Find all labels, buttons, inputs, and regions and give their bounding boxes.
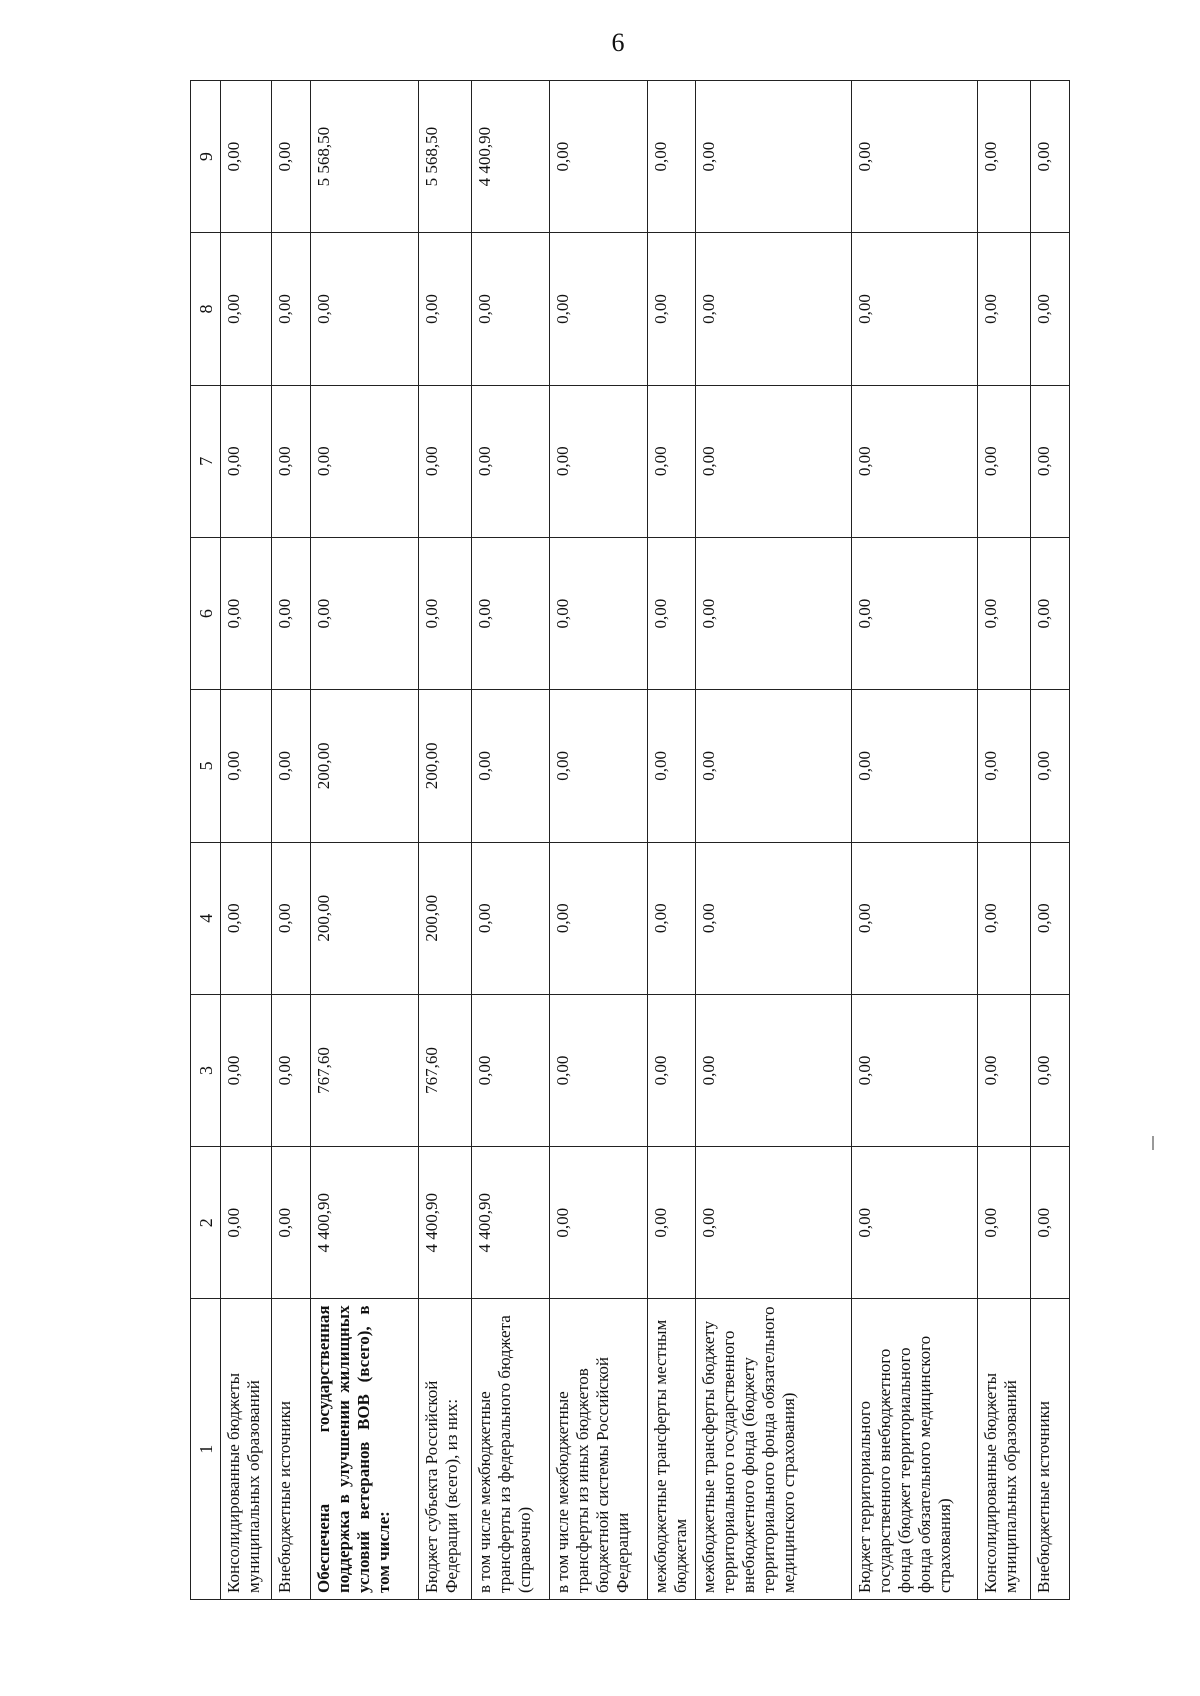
column-header: 3: [191, 994, 221, 1146]
cell-value: 0,00: [221, 690, 272, 842]
table-row: [647, 81, 696, 1600]
cell-value: 0,00: [1031, 537, 1070, 689]
table-body: [221, 81, 1070, 1600]
cell-value: 0,00: [549, 994, 647, 1146]
cell-value: 0,00: [696, 385, 851, 537]
cell-value: 0,00: [978, 385, 1031, 537]
cell-value: 4 400,90: [418, 1147, 471, 1299]
cell-value: 0,00: [696, 842, 851, 994]
row-label: Внебюджетные источники: [1031, 1299, 1070, 1600]
cell-value: 0,00: [221, 81, 272, 233]
column-header: 9: [191, 81, 221, 233]
cell-value: 0,00: [851, 690, 978, 842]
cell-value: 0,00: [272, 233, 311, 385]
cell-value: 0,00: [472, 690, 550, 842]
row-label: Бюджет территориального государственного внебюджетного фонда (бюджет территориального фонда обязательного медицинского страхования): [851, 1299, 978, 1600]
cell-value: 0,00: [851, 233, 978, 385]
cell-value: 0,00: [696, 537, 851, 689]
cell-value: 767,60: [418, 994, 471, 1146]
cell-value: 0,00: [647, 81, 696, 233]
cell-value: 5 568,50: [418, 81, 471, 233]
cell-value: 0,00: [851, 537, 978, 689]
cell-value: 0,00: [1031, 233, 1070, 385]
table-row: [549, 81, 647, 1600]
column-header: 4: [191, 842, 221, 994]
cell-value: 0,00: [549, 690, 647, 842]
cell-value: 0,00: [221, 233, 272, 385]
row-label: в том числе межбюджетные трансферты из иных бюджетов бюджетной системы Российской Федерации: [549, 1299, 647, 1600]
rotated-table-container: [190, 80, 1070, 1600]
cell-value: 200,00: [418, 842, 471, 994]
cell-value: 0,00: [221, 842, 272, 994]
cell-value: 0,00: [549, 842, 647, 994]
cell-value: 4 400,90: [472, 1147, 550, 1299]
cell-value: 0,00: [221, 1147, 272, 1299]
column-header: 6: [191, 537, 221, 689]
cell-value: 0,00: [1031, 994, 1070, 1146]
cell-value: 0,00: [978, 690, 1031, 842]
row-label: в том числе межбюджетные трансферты из федерального бюджета (справочно): [472, 1299, 550, 1600]
budget-table: [190, 80, 1070, 1600]
cell-value: 200,00: [310, 690, 418, 842]
cell-value: 4 400,90: [472, 81, 550, 233]
cell-value: 0,00: [978, 233, 1031, 385]
cell-value: 0,00: [549, 537, 647, 689]
cell-value: 0,00: [472, 385, 550, 537]
table-row: [696, 81, 851, 1600]
cell-value: 0,00: [549, 81, 647, 233]
cell-value: 0,00: [272, 842, 311, 994]
cell-value: 0,00: [978, 537, 1031, 689]
cell-value: 0,00: [1031, 1147, 1070, 1299]
row-label: Обеспечена государственная поддержка в улучшении жилищных условий ветеранов ВОВ (всего), в том числе:: [310, 1299, 418, 1600]
column-header: 5: [191, 690, 221, 842]
cell-value: 0,00: [851, 842, 978, 994]
cell-value: 0,00: [978, 994, 1031, 1146]
cell-value: 0,00: [851, 1147, 978, 1299]
cell-value: 0,00: [221, 994, 272, 1146]
row-label: Консолидированные бюджеты муниципальных образований: [221, 1299, 272, 1600]
cell-value: 0,00: [549, 385, 647, 537]
table-row: [418, 81, 471, 1600]
cell-value: 0,00: [647, 690, 696, 842]
cell-value: 0,00: [310, 385, 418, 537]
cell-value: 0,00: [418, 537, 471, 689]
cell-value: 0,00: [272, 1147, 311, 1299]
cell-value: 0,00: [472, 233, 550, 385]
table-row: [272, 81, 311, 1600]
table-row: [851, 81, 978, 1600]
cell-value: 0,00: [549, 233, 647, 385]
column-header: 1: [191, 1299, 221, 1600]
cell-value: 0,00: [647, 233, 696, 385]
row-label: межбюджетные трансферты местным бюджетам: [647, 1299, 696, 1600]
cell-value: 0,00: [1031, 690, 1070, 842]
cell-value: 0,00: [978, 81, 1031, 233]
cell-value: 0,00: [647, 385, 696, 537]
table-row: [221, 81, 272, 1600]
cell-value: 0,00: [549, 1147, 647, 1299]
cell-value: 0,00: [1031, 842, 1070, 994]
cell-value: 0,00: [978, 1147, 1031, 1299]
cell-value: 0,00: [696, 690, 851, 842]
cell-value: 0,00: [472, 994, 550, 1146]
cell-value: 0,00: [472, 842, 550, 994]
table-row: [472, 81, 550, 1600]
cell-value: 0,00: [472, 537, 550, 689]
cell-value: 0,00: [696, 1147, 851, 1299]
cell-value: 200,00: [310, 842, 418, 994]
cell-value: 0,00: [310, 233, 418, 385]
cell-value: 0,00: [851, 385, 978, 537]
cell-value: 5 568,50: [310, 81, 418, 233]
column-header: 2: [191, 1147, 221, 1299]
cell-value: 0,00: [272, 81, 311, 233]
row-label: межбюджетные трансферты бюджету территориального государственного внебюджетного фонда (бюджету территориального фонда обязательного медицинского страхования): [696, 1299, 851, 1600]
cell-value: 0,00: [696, 81, 851, 233]
cell-value: 0,00: [221, 385, 272, 537]
cell-value: 0,00: [418, 385, 471, 537]
cell-value: 0,00: [272, 537, 311, 689]
cell-value: 0,00: [851, 994, 978, 1146]
column-header: 7: [191, 385, 221, 537]
cell-value: 0,00: [221, 537, 272, 689]
cell-value: 0,00: [310, 537, 418, 689]
cell-value: 0,00: [647, 842, 696, 994]
cell-value: 0,00: [696, 233, 851, 385]
column-header: 8: [191, 233, 221, 385]
page-number: 6: [611, 28, 625, 57]
cell-value: 0,00: [1031, 81, 1070, 233]
table-header-row: [191, 81, 221, 1600]
cell-value: 0,00: [272, 690, 311, 842]
cell-value: 0,00: [272, 994, 311, 1146]
table-row: [978, 81, 1031, 1600]
row-label: Консолидированные бюджеты муниципальных образований: [978, 1299, 1031, 1600]
cell-value: 767,60: [310, 994, 418, 1146]
cell-value: 0,00: [272, 385, 311, 537]
cell-value: 4 400,90: [310, 1147, 418, 1299]
cell-value: 0,00: [647, 1147, 696, 1299]
cell-value: 0,00: [647, 994, 696, 1146]
cell-value: 200,00: [418, 690, 471, 842]
cell-value: 0,00: [978, 842, 1031, 994]
cell-value: 0,00: [696, 994, 851, 1146]
cell-value: 0,00: [418, 233, 471, 385]
cell-value: 0,00: [851, 81, 978, 233]
table-row: [1031, 81, 1070, 1600]
cell-value: 0,00: [647, 537, 696, 689]
table-row: [310, 81, 418, 1600]
cell-value: 0,00: [1031, 385, 1070, 537]
row-label: Внебюджетные источники: [272, 1299, 311, 1600]
row-label: Бюджет субъекта Российской Федерации (всего), из них:: [418, 1299, 471, 1600]
scan-mark: [1152, 1136, 1154, 1150]
